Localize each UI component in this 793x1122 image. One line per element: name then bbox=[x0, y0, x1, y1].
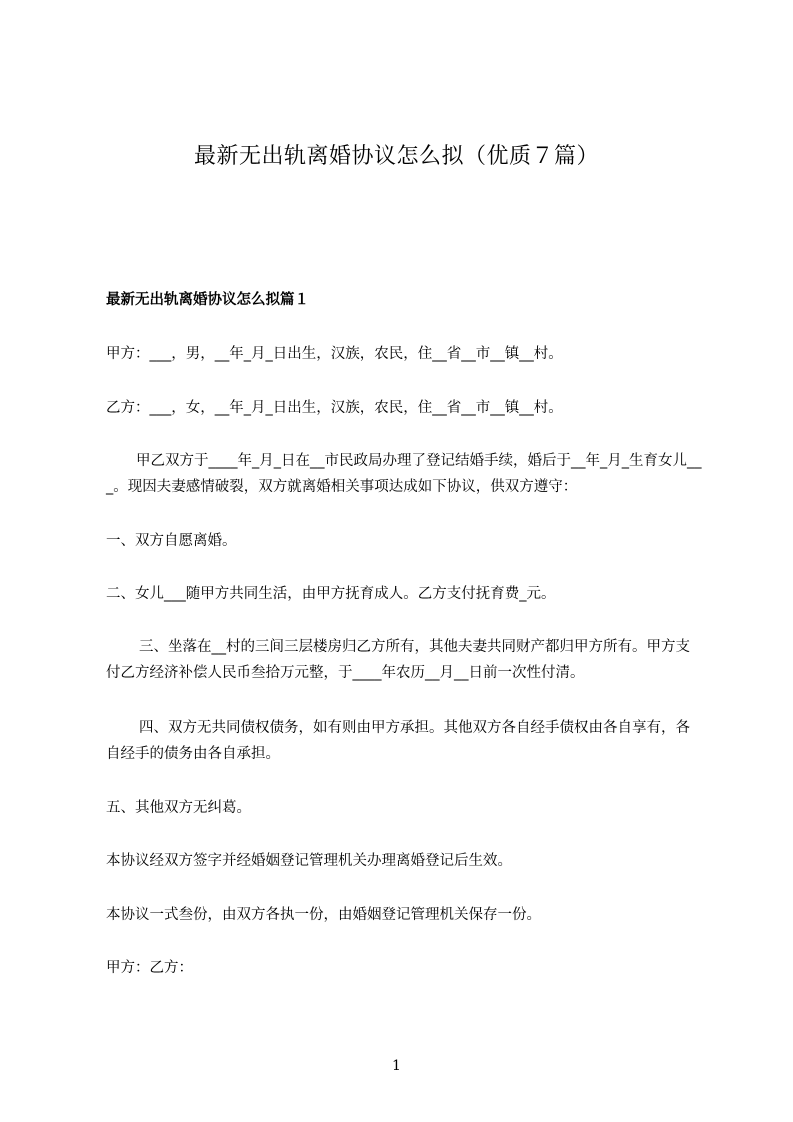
page-number: 1 bbox=[392, 1058, 401, 1074]
clause-1: 一、双方自愿离婚。 bbox=[106, 533, 237, 549]
clause-5: 五、其他双方无纠葛。 bbox=[106, 800, 251, 816]
section-heading: 最新无出轨离婚协议怎么拟篇１ bbox=[106, 292, 309, 308]
clause-3: 三、坐落在__村的三间三层楼房归乙方所有，其他夫妻共同财产都归甲方所有。甲方支付乙方经济补偿人民币叁拾万元整，于____年农历__月__日前一次性付清。 bbox=[106, 639, 690, 681]
effective-clause: 本协议经双方签字并经婚姻登记管理机关办理离婚登记后生效。 bbox=[106, 853, 512, 869]
copies-clause: 本协议一式叁份，由双方各执一份，由婚姻登记管理机关保存一份。 bbox=[106, 907, 541, 923]
preamble-paragraph: 甲乙双方于____年_月_日在__市民政局办理了登记结婚手续，婚后于__年_月_生育女儿___。现因夫妻感情破裂，双方就离婚相关事项达成如下协议，供双方遵守： bbox=[106, 453, 702, 495]
document-title: 最新无出轨离婚协议怎么拟（优质７篇） bbox=[193, 144, 599, 169]
clause-2: 二、女儿___随甲方共同生活，由甲方抚育成人。乙方支付抚育费_元。 bbox=[106, 586, 556, 602]
clause-4: 四、双方无共同债权债务，如有则由甲方承担。其他双方各自经手债权由各自享有，各自经手的债务由各自承担。 bbox=[106, 720, 690, 762]
party-a-line: 甲方：___，男，__年_月_日出生，汉族，农民，住__省__市__镇__村。 bbox=[106, 346, 563, 362]
party-b-line: 乙方：___，女，__年_月_日出生，汉族，农民，住__省__市__镇__村。 bbox=[106, 400, 563, 416]
signature-line: 甲方：乙方： bbox=[106, 960, 193, 976]
